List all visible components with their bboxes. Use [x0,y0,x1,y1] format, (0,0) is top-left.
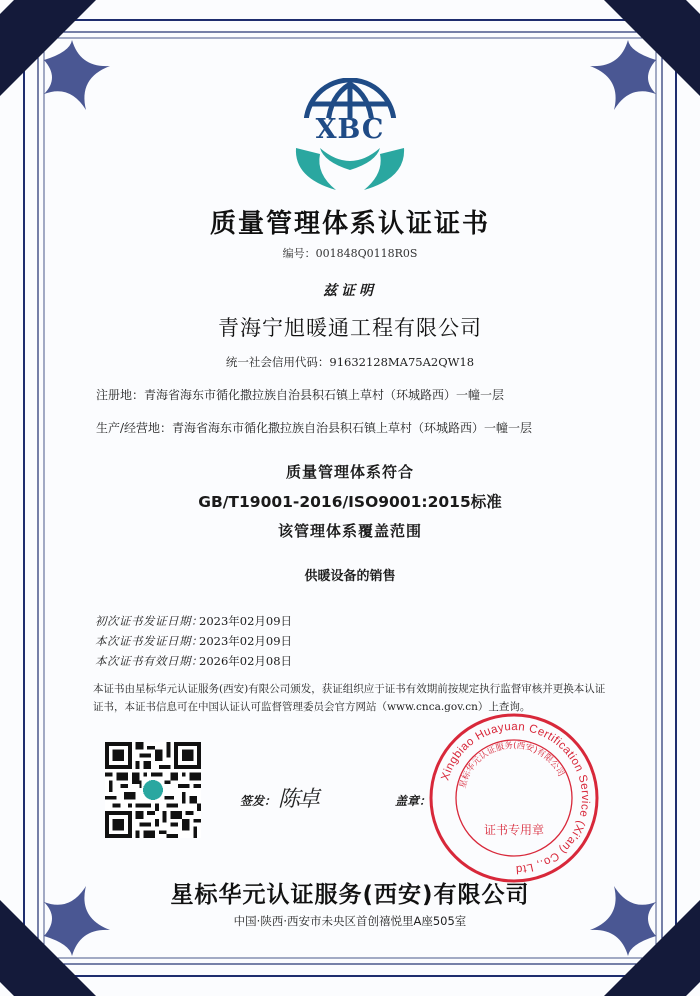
registered-address: 注册地：青海省海东市循化撒拉族自治县积石镇上草村（环城路西）一幢一层 [96,388,505,402]
qr-code-icon[interactable] [105,742,201,838]
scope-text: 供暖设备的销售 [304,569,396,584]
logo-text: XBC [315,114,385,145]
date-label: 初次证书发证日期： [95,614,203,628]
seal-label: 盖章： [395,794,432,808]
seal-inner-text: 星标华元认证服务(西安)有限公司 [457,740,566,790]
standard-reference: GB/T19001-2016/ISO9001:2015标准 [198,493,502,511]
certificate-notice: 本证书由星标华元认证服务(西安)有限公司颁发，获证组织应于证书有效期前按规定执行监督审核并更换本认证证书，本证书信息可在中国认证认可监督管理委员会官方网站（www.cnca.gov.cn）上查询。 [93,683,606,713]
business-address: 生产/经营地：青海省海东市循化撒拉族自治县积石镇上草村（环城路西）一幢一层 [96,421,533,435]
date-value: 2023年02月09日 [199,634,293,648]
hereby-certify-heading: 兹证明 [323,283,377,299]
signature-handwritten: 陈卓 [278,787,319,812]
conformity-statement: 质量管理体系符合 [285,463,414,481]
company-name: 青海宁旭暖通工程有限公司 [218,316,482,340]
date-value: 2026年02月08日 [199,654,293,668]
company-seal-stamp [428,712,600,884]
seal-bottom-text: 证书专用章 [483,823,545,837]
scope-heading: 该管理体系覆盖范围 [277,522,422,540]
date-label: 本次证书发证日期： [95,634,203,648]
issuer-address: 中国·陕西·西安市未央区首创禧悦里A座505室 [233,914,467,928]
date-row-initial-issue [95,613,292,629]
date-label: 本次证书有效日期： [95,654,203,668]
credit-code: 统一社会信用代码：91632128MA75A2QW18 [225,355,475,369]
signature-label: 签发： [240,794,277,808]
svg-text:星标华元认证服务(西安)有限公司 [458,740,566,790]
certificate-number: 编号：001848Q0118R0S [282,247,418,260]
date-row-current-issue [95,633,292,649]
date-row-expiry [95,653,292,669]
issuer-name: 星标华元认证服务(西安)有限公司 [170,882,530,908]
date-value: 2023年02月09日 [199,614,293,628]
certificate-title: 质量管理体系认证证书 [209,209,490,239]
seal-ring-text: Xingbiao Huayuan Certification Service (Xi'an) Co., Ltd [439,720,592,876]
